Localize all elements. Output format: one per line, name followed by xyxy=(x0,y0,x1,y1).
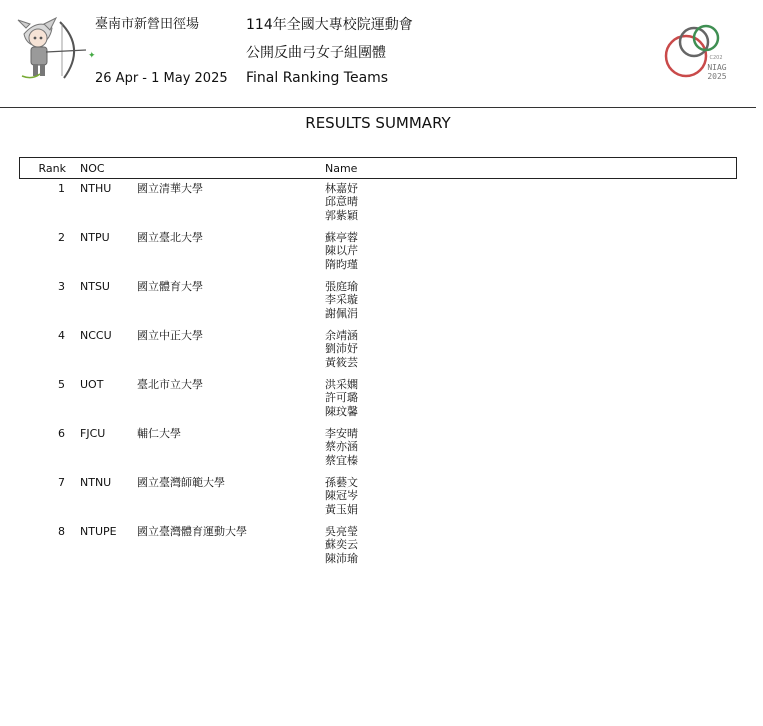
athlete-name: 吳亮瑩 xyxy=(325,525,358,538)
athlete-name: 蘇奕云 xyxy=(325,538,358,552)
results-table xyxy=(20,181,736,573)
athlete-name: 黃筱芸 xyxy=(325,355,358,369)
header-divider xyxy=(0,107,756,108)
noc-code-cell: NTSU xyxy=(80,280,110,293)
athlete-name: 陳玟馨 xyxy=(325,404,358,418)
event-title: 114年全國大專校院運動會 xyxy=(246,17,413,33)
archer-mascot-icon xyxy=(16,14,98,86)
rank-cell: 1 xyxy=(58,182,65,195)
rank-cell: 5 xyxy=(58,378,65,391)
noc-code-cell: NCCU xyxy=(80,329,112,342)
athlete-names xyxy=(325,476,358,516)
athlete-name: 許可璐 xyxy=(325,391,358,405)
school-name-cell: 國立臺北大學 xyxy=(137,231,203,244)
athlete-name: 李安晴 xyxy=(325,427,358,440)
table-row xyxy=(20,230,736,279)
table-row xyxy=(20,524,736,573)
school-name-cell: 國立中正大學 xyxy=(137,329,203,342)
athlete-name: 隋昀瑾 xyxy=(325,257,358,271)
athlete-name: 李采璇 xyxy=(325,293,358,307)
athlete-name: 蔡宜榛 xyxy=(325,453,358,467)
athlete-name: 陳冠岑 xyxy=(325,489,358,503)
athlete-names xyxy=(325,280,358,320)
header-name: Name xyxy=(325,162,358,175)
rank-cell: 6 xyxy=(58,427,65,440)
table-row xyxy=(20,181,736,230)
athlete-name: 蔡亦涵 xyxy=(325,440,358,454)
rank-cell: 8 xyxy=(58,525,65,538)
school-name-cell: 輔仁大學 xyxy=(137,427,181,440)
athlete-name: 邱意晴 xyxy=(325,195,358,209)
logo-year-text: 2025 xyxy=(707,72,727,81)
athlete-name: 蘇亭蓉 xyxy=(325,231,358,244)
athlete-names xyxy=(325,231,358,271)
noc-code-cell: NTPU xyxy=(80,231,110,244)
school-name-cell: 國立臺灣師範大學 xyxy=(137,476,225,489)
school-name-cell: 臺北市立大學 xyxy=(137,378,203,391)
table-row xyxy=(20,279,736,328)
table-row xyxy=(20,377,736,426)
athlete-name: 謝佩涓 xyxy=(325,306,358,320)
results-summary-title: RESULTS SUMMARY xyxy=(305,114,451,132)
athlete-names xyxy=(325,329,358,369)
athlete-name: 孫藝文 xyxy=(325,476,358,489)
athlete-name: 郭紫穎 xyxy=(325,208,358,222)
school-name-cell: 國立體育大學 xyxy=(137,280,203,293)
logo-small-text: C202 xyxy=(709,55,723,61)
athlete-name: 黃玉娟 xyxy=(325,502,358,516)
noc-code-cell: UOT xyxy=(80,378,104,391)
report-title: Final Ranking Teams xyxy=(246,70,389,86)
rank-cell: 4 xyxy=(58,329,65,342)
header-rank: Rank xyxy=(38,162,66,175)
rank-cell: 7 xyxy=(58,476,65,489)
noc-code-cell: FJCU xyxy=(80,427,106,440)
table-header xyxy=(19,157,737,179)
event-dates: 26 Apr - 1 May 2025 xyxy=(95,71,228,86)
athlete-name: 余靖涵 xyxy=(325,329,358,342)
athlete-names xyxy=(325,525,358,565)
athlete-name: 洪采嫻 xyxy=(325,378,358,391)
athlete-names xyxy=(325,427,358,467)
rank-cell: 3 xyxy=(58,280,65,293)
table-row xyxy=(20,328,736,377)
noc-code-cell: NTNU xyxy=(80,476,112,489)
logo-name-text: NIAG xyxy=(707,63,727,72)
school-name-cell: 國立臺灣體育運動大學 xyxy=(137,525,247,538)
header-noc: NOC xyxy=(80,162,105,175)
table-row xyxy=(20,426,736,475)
svg-text:✦: ✦ xyxy=(88,51,96,61)
athlete-name: 張庭瑜 xyxy=(325,280,358,293)
rank-cell: 2 xyxy=(58,231,65,244)
noc-code-cell: NTHU xyxy=(80,182,112,195)
athlete-names xyxy=(325,378,358,418)
niag-logo-icon xyxy=(660,20,730,84)
athlete-names xyxy=(325,182,358,222)
venue-name: 臺南市新營田徑場 xyxy=(95,17,200,32)
athlete-name: 陳沛瑜 xyxy=(325,551,358,565)
noc-code-cell: NTUPE xyxy=(80,525,117,538)
school-name-cell: 國立清華大學 xyxy=(137,182,203,195)
athlete-name: 陳以芹 xyxy=(325,244,358,258)
table-row xyxy=(20,475,736,524)
event-name: 公開反曲弓女子組團體 xyxy=(246,45,386,61)
athlete-name: 劉沛妤 xyxy=(325,342,358,356)
athlete-name: 林嘉妤 xyxy=(325,182,358,195)
